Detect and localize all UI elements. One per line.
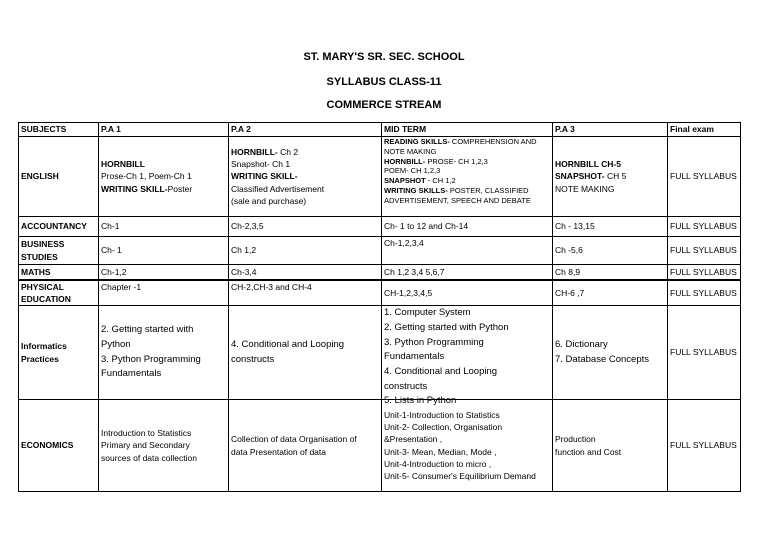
physical-midterm: CH-1,2,3,4,5 bbox=[382, 280, 553, 306]
english-pa3-l2-text: NOTE MAKING bbox=[555, 183, 615, 194]
ip-mid-line: 1. Computer System bbox=[384, 307, 471, 319]
ip-pa3-line: 6. Dictionary bbox=[555, 338, 608, 350]
table-row-physical-education bbox=[19, 280, 741, 306]
english-mid-l0-bold: READING SKILLS- bbox=[384, 137, 450, 146]
economics-pa2-line: data Presentation of data bbox=[231, 446, 326, 457]
english-pa3-l1-text: CH 5 bbox=[604, 171, 627, 182]
english-pa1-l0-bold: HORNBILL bbox=[101, 159, 145, 170]
ip-pa2 bbox=[229, 306, 382, 400]
economics-pa2 bbox=[229, 400, 382, 492]
english-pa3-l0-bold: HORNBILL CH-5 bbox=[555, 159, 621, 170]
ip-pa2-line: 4. Conditional and Looping bbox=[231, 338, 345, 350]
col-header-midterm: MID TERM bbox=[382, 123, 553, 137]
economics-midterm bbox=[382, 400, 553, 492]
english-mid-l2-bold: HORNBILL- bbox=[384, 156, 426, 166]
ip-pa1-line: Python bbox=[101, 338, 131, 350]
table-row-economics bbox=[19, 400, 741, 492]
economics-pa3-line: function and Cost bbox=[555, 446, 622, 457]
english-mid-l2-text: PROSE- CH 1,2,3 bbox=[425, 156, 488, 166]
economics-mid-line: Unit-4-Introduction to micro , bbox=[384, 458, 492, 469]
col-header-pa2: P.A 2 bbox=[229, 123, 382, 137]
ip-pa1 bbox=[99, 306, 229, 400]
economics-pa1-line: Introduction to Statistics bbox=[101, 428, 192, 439]
subject-informatics-practices: Informatics Practices bbox=[19, 306, 99, 400]
english-pa2-l0-text: Ch 2 bbox=[277, 146, 299, 157]
subject-maths: MATHS bbox=[19, 265, 99, 280]
english-mid-l0-text: COMPREHENSION AND bbox=[449, 137, 537, 146]
ip-pa1-line: 2. Getting started with bbox=[101, 324, 194, 336]
subject-business-studies: BUSINESS STUDIES bbox=[19, 237, 99, 265]
economics-mid-line: Unit-2- Collection, Organisation bbox=[384, 422, 503, 432]
english-pa2-l3-text: Classified Advertisement bbox=[231, 183, 325, 194]
english-final: FULL SYLLABUS bbox=[668, 137, 741, 217]
maths-final: FULL SYLLABUS bbox=[668, 265, 741, 280]
maths-pa3: Ch 8,9 bbox=[553, 265, 668, 280]
english-pa3 bbox=[553, 137, 668, 217]
economics-mid-line: Unit-3- Mean, Median, Mode , bbox=[384, 446, 497, 457]
table-row-informatics-practices bbox=[19, 306, 741, 400]
table-row-english bbox=[19, 137, 741, 217]
ip-mid-line: 4. Conditional and Looping bbox=[384, 366, 498, 377]
economics-pa1-line: Primary and Secondary bbox=[101, 440, 190, 451]
english-pa1-l2-bold: WRITING SKILL- bbox=[101, 183, 168, 194]
english-pa1-l2-text: Poster bbox=[167, 183, 193, 194]
physical-pa2: CH-2,CH-3 and CH-4 bbox=[229, 280, 382, 306]
economics-mid-line: Unit-5- Consumer's Equilibrium Demand bbox=[384, 471, 536, 482]
accountancy-pa3: Ch - 13,15 bbox=[553, 217, 668, 237]
english-mid-l5-bold: WRITING SKILLS- bbox=[384, 185, 448, 195]
subject-english: ENGLISH bbox=[19, 137, 99, 217]
maths-midterm: Ch 1,2 3,4 5,6,7 bbox=[382, 265, 553, 280]
english-midterm bbox=[382, 137, 553, 217]
english-pa2-l4-text: (sale and purchase) bbox=[231, 195, 307, 206]
english-pa1 bbox=[99, 137, 229, 217]
economics-pa3 bbox=[553, 400, 668, 492]
table-row-business-studies bbox=[19, 237, 741, 265]
ip-pa3 bbox=[553, 306, 668, 400]
english-mid-l4-bold: SNAPSHOT bbox=[384, 176, 426, 185]
accountancy-final: FULL SYLLABUS bbox=[668, 217, 741, 237]
english-mid-l1-text: NOTE MAKING bbox=[384, 146, 437, 156]
ip-mid-line: 5. Lists in Python bbox=[384, 395, 457, 407]
ip-mid-line: Fundamentals bbox=[384, 351, 445, 363]
ip-pa2-line: constructs bbox=[231, 353, 275, 365]
table-row-maths bbox=[19, 265, 741, 280]
english-pa2 bbox=[229, 137, 382, 217]
ip-midterm bbox=[382, 306, 553, 407]
economics-pa1-line: sources of data collection bbox=[101, 452, 197, 463]
english-mid-l4-text: - CH 1,2 bbox=[425, 176, 456, 185]
english-mid-l3-text: POEM- CH 1,2,3 bbox=[384, 166, 441, 176]
english-mid-l5-text: POSTER, CLASSIFIED bbox=[447, 185, 529, 195]
ip-mid-line: 2. Getting started with Python bbox=[384, 321, 509, 333]
stream-title: COMMERCE STREAM bbox=[326, 99, 442, 111]
ip-pa3-line: 7. Database Concepts bbox=[555, 353, 650, 365]
business-final: FULL SYLLABUS bbox=[668, 237, 741, 265]
col-header-final: Final exam bbox=[668, 123, 741, 137]
english-mid-l6-text: ADVERTISEMENT, SPEECH AND DEBATE bbox=[384, 195, 531, 205]
ip-pa1-line: Fundamentals bbox=[101, 368, 162, 380]
economics-mid-line: Unit-1-Introduction to Statistics bbox=[384, 409, 500, 420]
subject-accountancy: ACCOUNTANCY bbox=[19, 217, 99, 237]
english-midterm-list bbox=[384, 137, 550, 213]
business-pa2: Ch 1,2 bbox=[229, 237, 382, 265]
business-pa1: Ch- 1 bbox=[99, 237, 229, 265]
physical-pa3: CH-6 ,7 bbox=[553, 280, 668, 306]
maths-pa2: Ch-3,4 bbox=[229, 265, 382, 280]
table-row-accountancy bbox=[19, 217, 741, 237]
english-pa3-l1-bold: SNAPSHOT- bbox=[555, 171, 605, 182]
ip-pa1-line: 3. Python Programming bbox=[101, 353, 201, 365]
economics-pa2-line: Collection of data Organisation of bbox=[231, 434, 357, 445]
col-header-pa1: P.A 1 bbox=[99, 123, 229, 137]
subject-economics: ECONOMICS bbox=[19, 400, 99, 492]
business-pa3: Ch -5,6 bbox=[553, 237, 668, 265]
economics-pa1 bbox=[99, 400, 229, 492]
table-header-row bbox=[19, 123, 741, 137]
ip-final: FULL SYLLABUS bbox=[668, 306, 741, 400]
col-header-pa3: P.A 3 bbox=[553, 123, 668, 137]
english-pa2-l2-bold: WRITING SKILL- bbox=[231, 171, 298, 182]
accountancy-pa2: Ch-2,3,5 bbox=[229, 217, 382, 237]
ip-mid-line: 3. Python Programming bbox=[384, 336, 484, 348]
physical-pa1: Chapter -1 bbox=[99, 280, 229, 306]
economics-mid-line: &Presentation , bbox=[384, 434, 443, 445]
economics-final: FULL SYLLABUS bbox=[668, 400, 741, 492]
economics-pa3-line: Production bbox=[555, 434, 596, 445]
maths-pa1: Ch-1,2 bbox=[99, 265, 229, 280]
subject-physical-education: PHYSICAL EDUCATION bbox=[19, 280, 99, 306]
syllabus-table bbox=[18, 122, 741, 492]
business-midterm: Ch-1,2,3,4 bbox=[382, 237, 553, 265]
accountancy-midterm: Ch- 1 to 12 and Ch-14 bbox=[382, 217, 553, 237]
ip-mid-line: constructs bbox=[384, 380, 428, 392]
english-pa1-l1-text: Prose-Ch 1, Poem-Ch 1 bbox=[101, 171, 192, 182]
ip-midterm-list bbox=[384, 306, 550, 407]
physical-final: FULL SYLLABUS bbox=[668, 280, 741, 306]
english-pa2-l0-bold: HORNBILL- bbox=[231, 146, 278, 157]
school-name: ST. MARY'S SR. SEC. SCHOOL bbox=[303, 51, 465, 63]
syllabus-title: SYLLABUS CLASS-11 bbox=[326, 76, 442, 88]
english-pa2-l1-text: Snapshot- Ch 1 bbox=[231, 159, 291, 170]
accountancy-pa1: Ch-1 bbox=[99, 217, 229, 237]
col-header-subjects: SUBJECTS bbox=[19, 123, 99, 137]
